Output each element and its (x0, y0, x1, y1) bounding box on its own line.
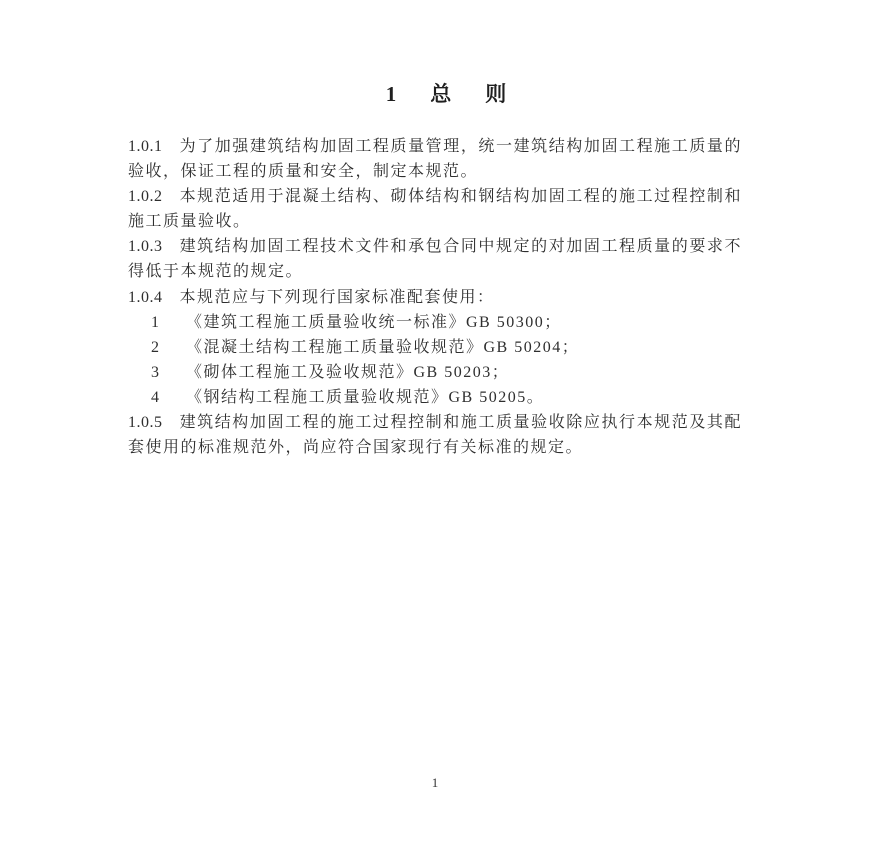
clause-1-0-4 (128, 285, 742, 310)
standard-text: 《钢结构工程施工质量验收规范》GB 50205。 (186, 388, 545, 406)
standard-number: 3 (151, 363, 159, 381)
standard-item (128, 360, 742, 385)
standard-text: 《混凝土结构工程施工质量验收规范》GB 50204； (186, 338, 580, 356)
document-body (128, 134, 742, 460)
section-title-char-2: 则 (485, 82, 507, 106)
clause-number: 1.0.2 (128, 188, 163, 206)
standard-number: 4 (151, 388, 159, 406)
standard-item (128, 385, 742, 410)
standard-item (128, 335, 742, 360)
section-title (139, 82, 753, 106)
clause-number: 1.0.3 (128, 238, 163, 256)
clause-number: 1.0.5 (128, 414, 163, 432)
standard-text: 《砌体工程施工及验收规范》GB 50203； (186, 363, 510, 381)
standard-item (128, 310, 742, 335)
section-title-char-1: 总 (430, 82, 452, 106)
clause-text: 本规范适用于混凝土结构、砌体结构和钢结构加固工程的施工过程控制和施工质量验收。 (128, 188, 742, 231)
clause-number: 1.0.1 (128, 138, 163, 155)
clause-text: 建筑结构加固工程的施工过程控制和施工质量验收除应执行本规范及其配套使用的标准规范外，尚应符合国家现行有关标准的规定。 (128, 414, 742, 457)
standards-list (128, 310, 742, 410)
clause-1-0-1 (128, 134, 742, 184)
clause-number: 1.0.4 (128, 288, 163, 306)
standard-number: 1 (151, 313, 159, 331)
section-title-number: 1 (385, 82, 397, 106)
clause-1-0-3 (128, 234, 742, 284)
standard-text: 《建筑工程施工质量验收统一标准》GB 50300； (186, 313, 562, 331)
page-number: 1 (431, 775, 439, 790)
clause-text: 为了加强建筑结构加固工程质量管理，统一建筑结构加固工程施工质量的验收，保证工程的质量和安全，制定本规范。 (128, 138, 742, 181)
standard-number: 2 (151, 338, 159, 356)
clause-1-0-5 (128, 410, 742, 460)
clause-1-0-2 (128, 184, 742, 234)
clause-text: 建筑结构加固工程技术文件和承包合同中规定的对加固工程质量的要求不得低于本规范的规定。 (128, 238, 742, 281)
clause-text: 本规范应与下列现行国家标准配套使用： (179, 288, 495, 306)
